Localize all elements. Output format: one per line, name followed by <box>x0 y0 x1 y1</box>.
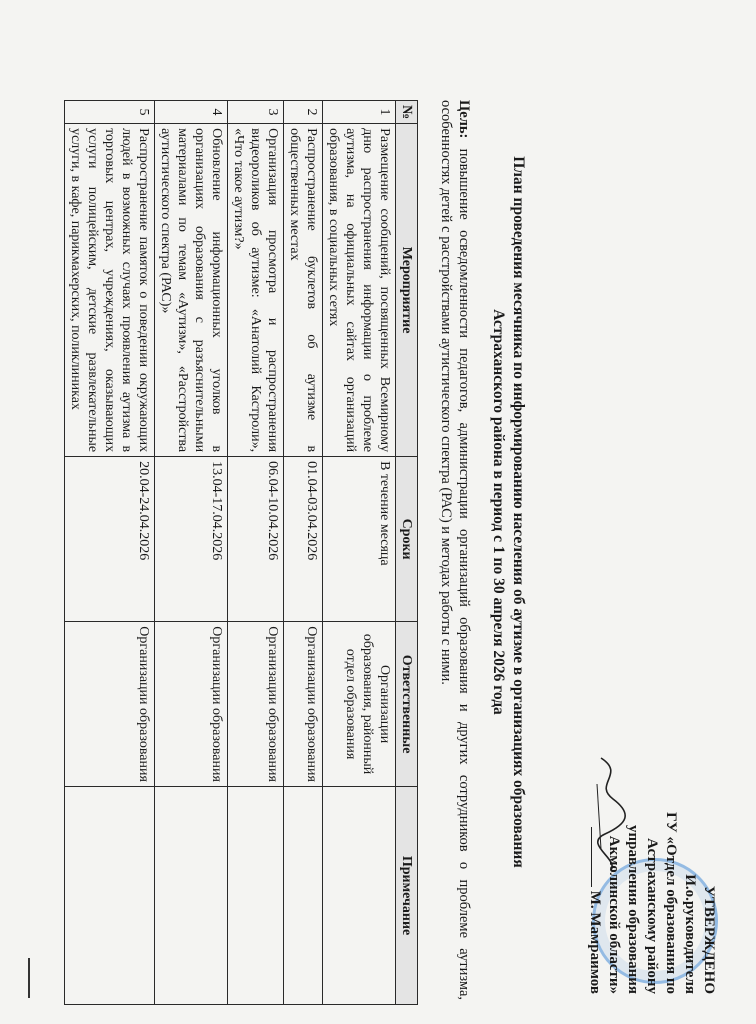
title-line: План проведения месячника по информированию населения об аутизме в организациях образования <box>510 156 527 868</box>
row-note <box>284 787 323 1005</box>
row-dates: 20.04-24.04.2026 <box>65 457 155 622</box>
approval-line: И.о.руководителя <box>682 874 698 994</box>
row-activity: Распространение памяток о поведении окружающих людей в возможных случаях проявления аутизма в торговых центрах, учреждениях, оказывающих услуги полицейским, детские развлекательные услуги, в кафе, парикмахерских, поликлиниках <box>65 124 155 457</box>
table-row <box>228 101 284 1005</box>
row-dates: 06.04-10.04.2026 <box>228 457 284 622</box>
row-activity: Обновление информационных уголков в организациях образования с разъяснительными материалами по темам «Аутизм», «Расстройства аутистического спектра (РАС)» <box>155 124 228 457</box>
table-row <box>65 101 155 1005</box>
row-note <box>323 787 396 1005</box>
table-row <box>155 101 228 1005</box>
events-table <box>64 100 418 1005</box>
header-activity: Мероприятие <box>396 124 418 457</box>
row-responsible: Организации образования <box>284 622 323 787</box>
approval-line: Акмолинской области» <box>606 835 622 994</box>
header-note: Примечание <box>396 787 418 1005</box>
header-dates: Сроки <box>396 457 418 622</box>
row-note <box>155 787 228 1005</box>
approval-signer-line <box>585 709 604 994</box>
row-responsible: Организации образования <box>155 622 228 787</box>
row-activity: Размещение сообщений, посвященных Всемирному дню распространения информации о проблеме аутизма, на официальных сайтах организаций образования, в социальных сетях <box>323 124 396 457</box>
row-responsible: Организации образования <box>65 622 155 787</box>
header-number: № <box>396 101 418 124</box>
row-responsible: Организации образования <box>228 622 284 787</box>
row-number: 3 <box>228 101 284 124</box>
row-dates: 01.04-03.04.2026 <box>284 457 323 622</box>
row-activity: Распространение буклетов об аутизме в общественных местах <box>284 124 323 457</box>
approval-line: управления образования <box>625 824 641 994</box>
row-note <box>228 787 284 1005</box>
goal-paragraph <box>437 100 473 1000</box>
goal-text: повышение осведомленности педагогов, администрации организаций образования и других сотрудников о проблеме аутизма, особенностях детей с расстройствами аутистического спектра (РАС) и методах работы с ними. <box>438 100 472 1001</box>
row-number: 4 <box>155 101 228 124</box>
approval-line: Астраханскому району <box>644 838 660 994</box>
approval-signer: М. Мамраимов <box>587 890 603 994</box>
row-number: 2 <box>284 101 323 124</box>
row-dates: 13.04-17.04.2026 <box>155 457 228 622</box>
title-line: Астраханского района в период с 1 по 30 апреля 2026 года <box>490 309 507 715</box>
row-responsible: Организации образования, районный отдел образования <box>323 622 396 787</box>
goal-label: Цель: <box>456 100 472 139</box>
plan-title <box>488 0 528 1024</box>
table-row <box>284 101 323 1005</box>
row-note <box>65 787 155 1005</box>
row-dates: В течение месяца <box>323 457 396 622</box>
row-number: 1 <box>323 101 396 124</box>
row-activity: Организация просмотра и распространения видеороликов об аутизме: «Анатолий Кастроли», «Что такое аутизм?» <box>228 124 284 457</box>
row-number: 5 <box>65 101 155 124</box>
table-row <box>323 101 396 1005</box>
approval-line: ГУ «Отдел образования по <box>663 812 679 994</box>
signature-line <box>591 827 592 887</box>
header-responsible: Ответственные <box>396 622 418 787</box>
approval-block <box>585 709 718 994</box>
approval-heading: УТВЕРЖДЕНО <box>701 885 717 994</box>
table-header-row <box>396 101 418 1005</box>
